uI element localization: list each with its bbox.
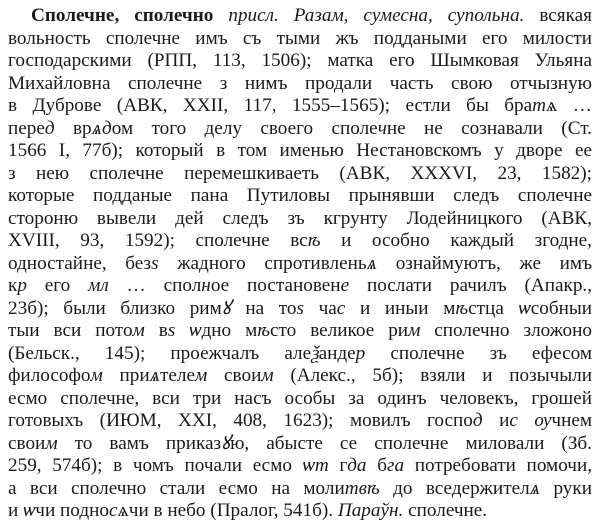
- text-segment: ѡ: [23, 500, 36, 521]
- text-segment: с: [509, 410, 518, 431]
- text-segment: до вседержител: [379, 477, 530, 499]
- text-segment: дно м: [201, 320, 258, 341]
- text-segment: м: [45, 432, 58, 454]
- text-line-18: [8, 387, 592, 411]
- text-segment: чи подно: [35, 500, 109, 521]
- text-segment: анде: [318, 342, 356, 364]
- text-segment: сполечне зъ ефесом: [365, 342, 592, 364]
- text-segment: м: [261, 365, 274, 386]
- text-segment: м: [90, 365, 103, 386]
- text-segment: чнем: [551, 410, 592, 431]
- text-segment: всякая: [524, 5, 592, 26]
- text-line-16: [8, 342, 592, 366]
- text-segment: ѯ: [311, 342, 319, 364]
- text-segment: ѧ: [529, 477, 541, 499]
- text-segment: ѣ: [366, 477, 380, 499]
- text-segment: свои: [8, 432, 46, 454]
- text-segment: теле: [160, 365, 196, 386]
- text-segment: потребовати помочи,: [404, 455, 593, 476]
- text-segment: вольность сполечне имъ съ тыми жъ поддаными его милости: [8, 27, 592, 49]
- text-segment: ѣ: [455, 297, 469, 319]
- text-segment: одностайне, без: [8, 252, 152, 274]
- text-segment: тыи вси пото: [8, 320, 133, 341]
- text-segment: руки: [540, 477, 592, 499]
- text-line-11: [8, 229, 592, 253]
- text-segment: ѡ: [518, 297, 531, 319]
- text-segment: Параўн.: [337, 500, 404, 521]
- text-line-21: [8, 454, 592, 478]
- text-line-14: [8, 297, 592, 321]
- text-segment: … спол: [108, 275, 202, 296]
- text-segment: господарскими (РПП, 113, 1506); матка его Шымковая Ульяна: [8, 50, 592, 71]
- text-segment: 259, 574б); в чомъ почали есмо: [8, 455, 303, 476]
- text-segment: ꙋ: [221, 297, 231, 319]
- text-segment: мл: [88, 275, 109, 296]
- text-line-6: [8, 117, 592, 141]
- text-line-12: [8, 252, 592, 276]
- text-segment: ѣ: [257, 320, 271, 341]
- text-segment: ѡ: [189, 320, 202, 341]
- text-line-4: [8, 72, 592, 96]
- entry-headword: Сполечне, сполечно: [31, 5, 214, 26]
- text-segment: готовыхъ (ИЮМ, XXI, 408, 1623); мовилъ госпо: [8, 410, 473, 431]
- text-line-1: [31, 4, 592, 28]
- text-segment: пере: [8, 117, 45, 139]
- text-line-8: [8, 162, 592, 186]
- text-segment: послати рачилъ (Апакр.,: [349, 275, 593, 296]
- text-segment: га: [386, 455, 405, 476]
- text-segment: ѹ: [534, 410, 552, 431]
- text-segment: вр: [54, 117, 92, 139]
- text-segment: стца: [468, 297, 519, 319]
- text-segment: и особно каждый згодне,: [320, 230, 592, 251]
- text-line-23: [8, 499, 592, 523]
- text-line-5: [8, 94, 592, 118]
- text-segment: ꙋ: [221, 432, 231, 454]
- text-segment: 1566 I, 77б); который в том именью Нестановскомъ у дворе ее: [8, 140, 592, 161]
- text-segment: м: [408, 320, 421, 341]
- text-segment: с: [336, 297, 346, 319]
- text-segment: б: [366, 455, 387, 476]
- text-segment: и: [8, 500, 24, 521]
- text-segment: которые подданые пана Путиловы прынявши следъ сполечне: [8, 185, 592, 206]
- text-segment: на то: [230, 297, 297, 319]
- text-segment: [175, 320, 189, 341]
- text-segment: ѣ: [307, 230, 321, 251]
- text-segment: (Алекс., 5б); взяли и позычыли: [273, 365, 592, 386]
- text-segment: ѕ: [296, 297, 304, 319]
- text-line-15: [8, 319, 592, 343]
- text-segment: р: [355, 342, 366, 364]
- text-segment: сто великое ри: [270, 320, 409, 341]
- text-segment: его: [26, 275, 89, 296]
- text-segment: е: [340, 275, 350, 296]
- text-segment: ѧ: [366, 252, 378, 274]
- text-segment: присл. Разам, сумесна, супольна.: [228, 5, 525, 26]
- text-line-22: [8, 477, 592, 501]
- text-segment: [213, 5, 228, 26]
- text-segment: свои: [207, 365, 262, 386]
- text-segment: XVIII, 93, 1592); сполечне вс: [8, 230, 308, 251]
- text-segment: ѕ: [151, 252, 159, 274]
- text-segment: в: [144, 320, 168, 341]
- text-segment: м: [195, 365, 208, 386]
- text-segment: р: [17, 275, 27, 296]
- text-line-9: [8, 184, 592, 208]
- text-segment: к: [8, 275, 18, 296]
- text-segment: ѧчи в небо (Пралог, 541б).: [117, 500, 338, 521]
- text-segment: з нею сполечне перемешкиваеть (АВК, XXXVI, 23, 1582);: [8, 162, 592, 184]
- text-segment: д: [472, 410, 483, 431]
- text-segment: [518, 410, 534, 431]
- text-segment: при: [102, 365, 150, 386]
- text-segment: г: [328, 455, 348, 476]
- text-segment: ѧ: [149, 365, 161, 386]
- text-line-19: [8, 409, 592, 433]
- text-line-13: [8, 274, 592, 298]
- text-segment: ча: [303, 297, 337, 319]
- text-segment: д: [44, 117, 55, 139]
- text-segment: ю, абысте се сполечне миловали (Зб.: [230, 432, 592, 454]
- text-segment: ѡт: [302, 455, 329, 476]
- text-line-17: [8, 364, 592, 388]
- text-segment: ѧ …: [546, 95, 592, 116]
- text-segment: собныи: [530, 297, 593, 319]
- text-segment: м: [132, 320, 145, 341]
- text-segment: ое постановен: [210, 275, 341, 296]
- text-segment: не не сознавали (Ст.: [386, 117, 592, 139]
- text-segment: ч: [377, 117, 387, 139]
- text-segment: т: [532, 95, 547, 116]
- text-segment: и иныи м: [345, 297, 456, 319]
- text-segment: и: [482, 410, 510, 431]
- text-line-7: [8, 139, 592, 163]
- text-segment: сполечно зложоно: [420, 320, 592, 341]
- text-segment: в Дуброве (АВК, XXII, 117, 1555–1565); естли бы бра: [8, 95, 533, 116]
- text-segment: стороню вывели дей следъ зъ кгрунту Лодейницкого (АВК,: [8, 207, 592, 229]
- text-segment: с: [108, 500, 118, 521]
- text-segment: ом того делу своего споле: [111, 117, 378, 139]
- text-segment: ознаймуютъ, же имъ: [377, 252, 592, 274]
- text-line-3: [8, 49, 592, 73]
- text-segment: ѧд: [91, 117, 112, 139]
- text-line-20: [8, 432, 592, 456]
- text-segment: Михайловна сполечне з нимъ продали часть свою отчызную: [8, 72, 592, 94]
- text-segment: тв: [344, 477, 367, 499]
- text-line-2: [8, 27, 592, 51]
- text-segment: н: [201, 275, 211, 296]
- text-segment: сполечне.: [403, 500, 488, 521]
- text-segment: 23б); были близко рим: [8, 297, 222, 319]
- text-segment: да: [347, 455, 367, 476]
- text-segment: то вамъ приказ: [57, 432, 222, 454]
- text-segment: есмо сполечне, вси три насъ особы за одинъ человекъ, грошей: [8, 387, 592, 409]
- text-segment: жадного спротивлень: [158, 252, 367, 274]
- text-segment: а вси сполечно стали есмо на моли: [8, 477, 345, 499]
- text-segment: (Бельск., 145); проежчалъ але: [8, 342, 312, 364]
- text-segment: ѕ: [167, 320, 176, 341]
- text-segment: философо: [8, 365, 91, 386]
- text-line-10: [8, 207, 592, 231]
